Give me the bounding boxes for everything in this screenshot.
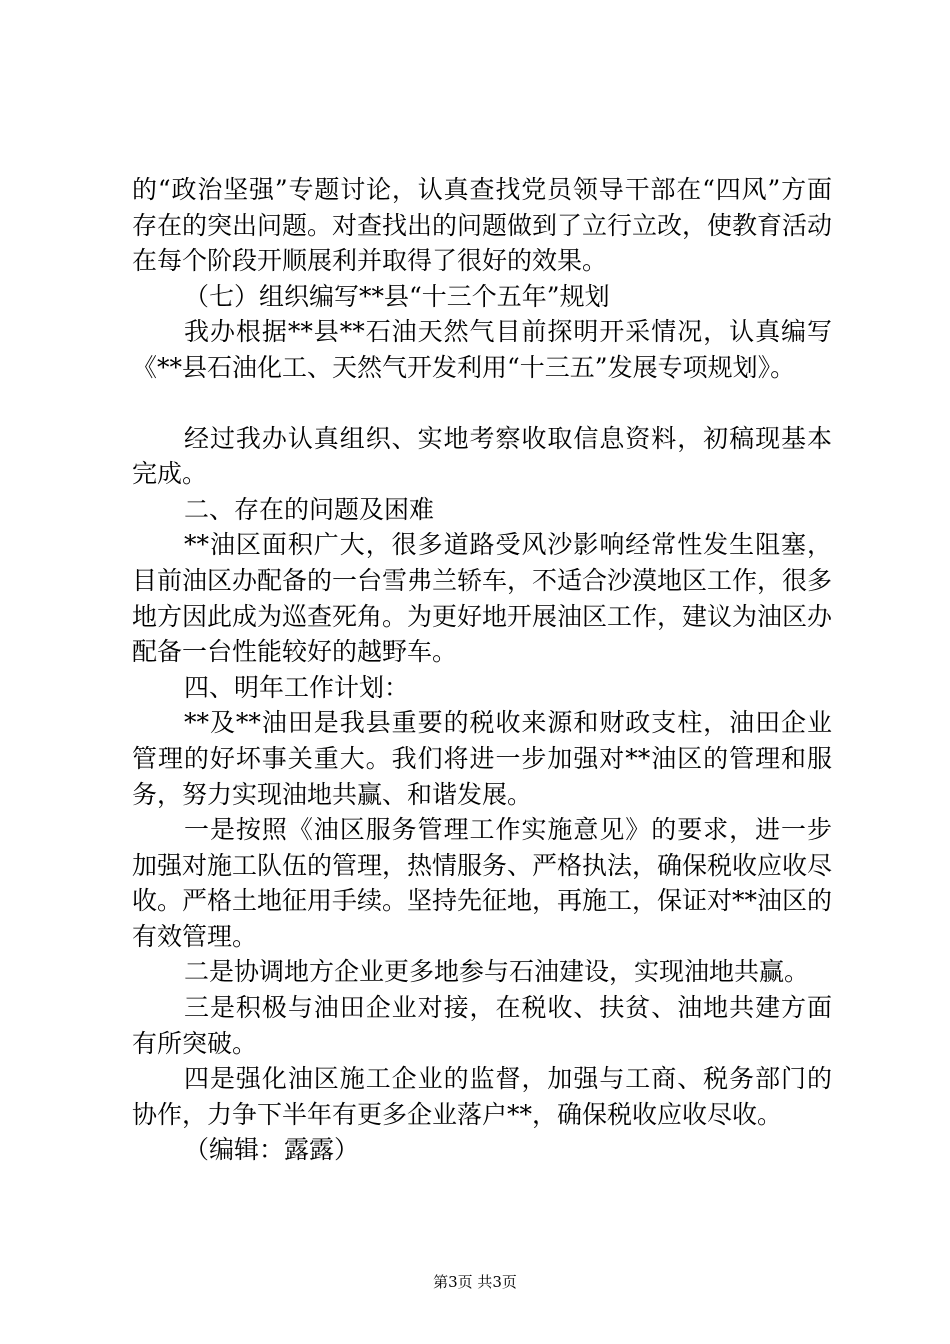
paragraph-heading-problems: 二、存在的问题及困难 [184,494,435,524]
paragraph-planning: 我办根据**县**石油天然气目前探明开采情况，认真编写《**县石油化工、天然气开发利用“十三五”发展专项规划》。 [132,317,832,382]
paragraph-oilfield-importance: **及**油田是我县重要的税收来源和财政支柱，油田企业管理的好坏事关重大。我们将进一步加强对**油区的管理和服务，努力实现油地共赢、和谐发展。 [132,708,832,809]
paragraph-editor: （编辑：露露） [184,1135,360,1165]
paragraph-heading-seven: （七）组织编写**县“十三个五年”规划 [184,281,610,311]
page-footer [0,1272,950,1292]
page-number-label: 第3页 共3页 [433,1273,517,1291]
paragraph-plan-four: 四是强化油区施工企业的监督，加强与工商、税务部门的协作，力争下半年有更多企业落户**，确保税收应收尽收。 [132,1064,832,1129]
paragraph-continued-discussion: 的“政治坚强”专题讨论，认真查找党员领导干部在“四风”方面存在的突出问题。对查找出的问题做到了立行立改，使教育活动在每个阶段开顺展利并取得了很好的效果。 [132,175,833,276]
paragraph-draft-complete: 经过我办认真组织、实地考察收取信息资料，初稿现基本完成。 [132,423,832,489]
paragraph-problems-detail: **油区面积广大，很多道路受风沙影响经常性发生阻塞，目前油区办配备的一台雪弗兰轿车，不适合沙漠地区工作，很多地方因此成为巡查死角。为更好地开展油区工作，建议为油区办配备一台性能较好的越野车。 [132,530,833,667]
paragraph-heading-next-year: 四、明年工作计划： [184,672,410,702]
document-body [132,172,832,1168]
paragraph-plan-one: 一是按照《油区服务管理工作实施意见》的要求，进一步加强对施工队伍的管理，热情服务、严格执法，确保税收应收尽收。严格土地征用手续。坚持先征地，再施工，保证对**油区的有效管理。 [132,815,833,951]
paragraph-plan-three: 三是积极与油田企业对接，在税收、扶贫、油地共建方面有所突破。 [132,993,832,1058]
paragraph-plan-two: 二是协调地方企业更多地参与石油建设，实现油地共赢。 [184,957,810,987]
